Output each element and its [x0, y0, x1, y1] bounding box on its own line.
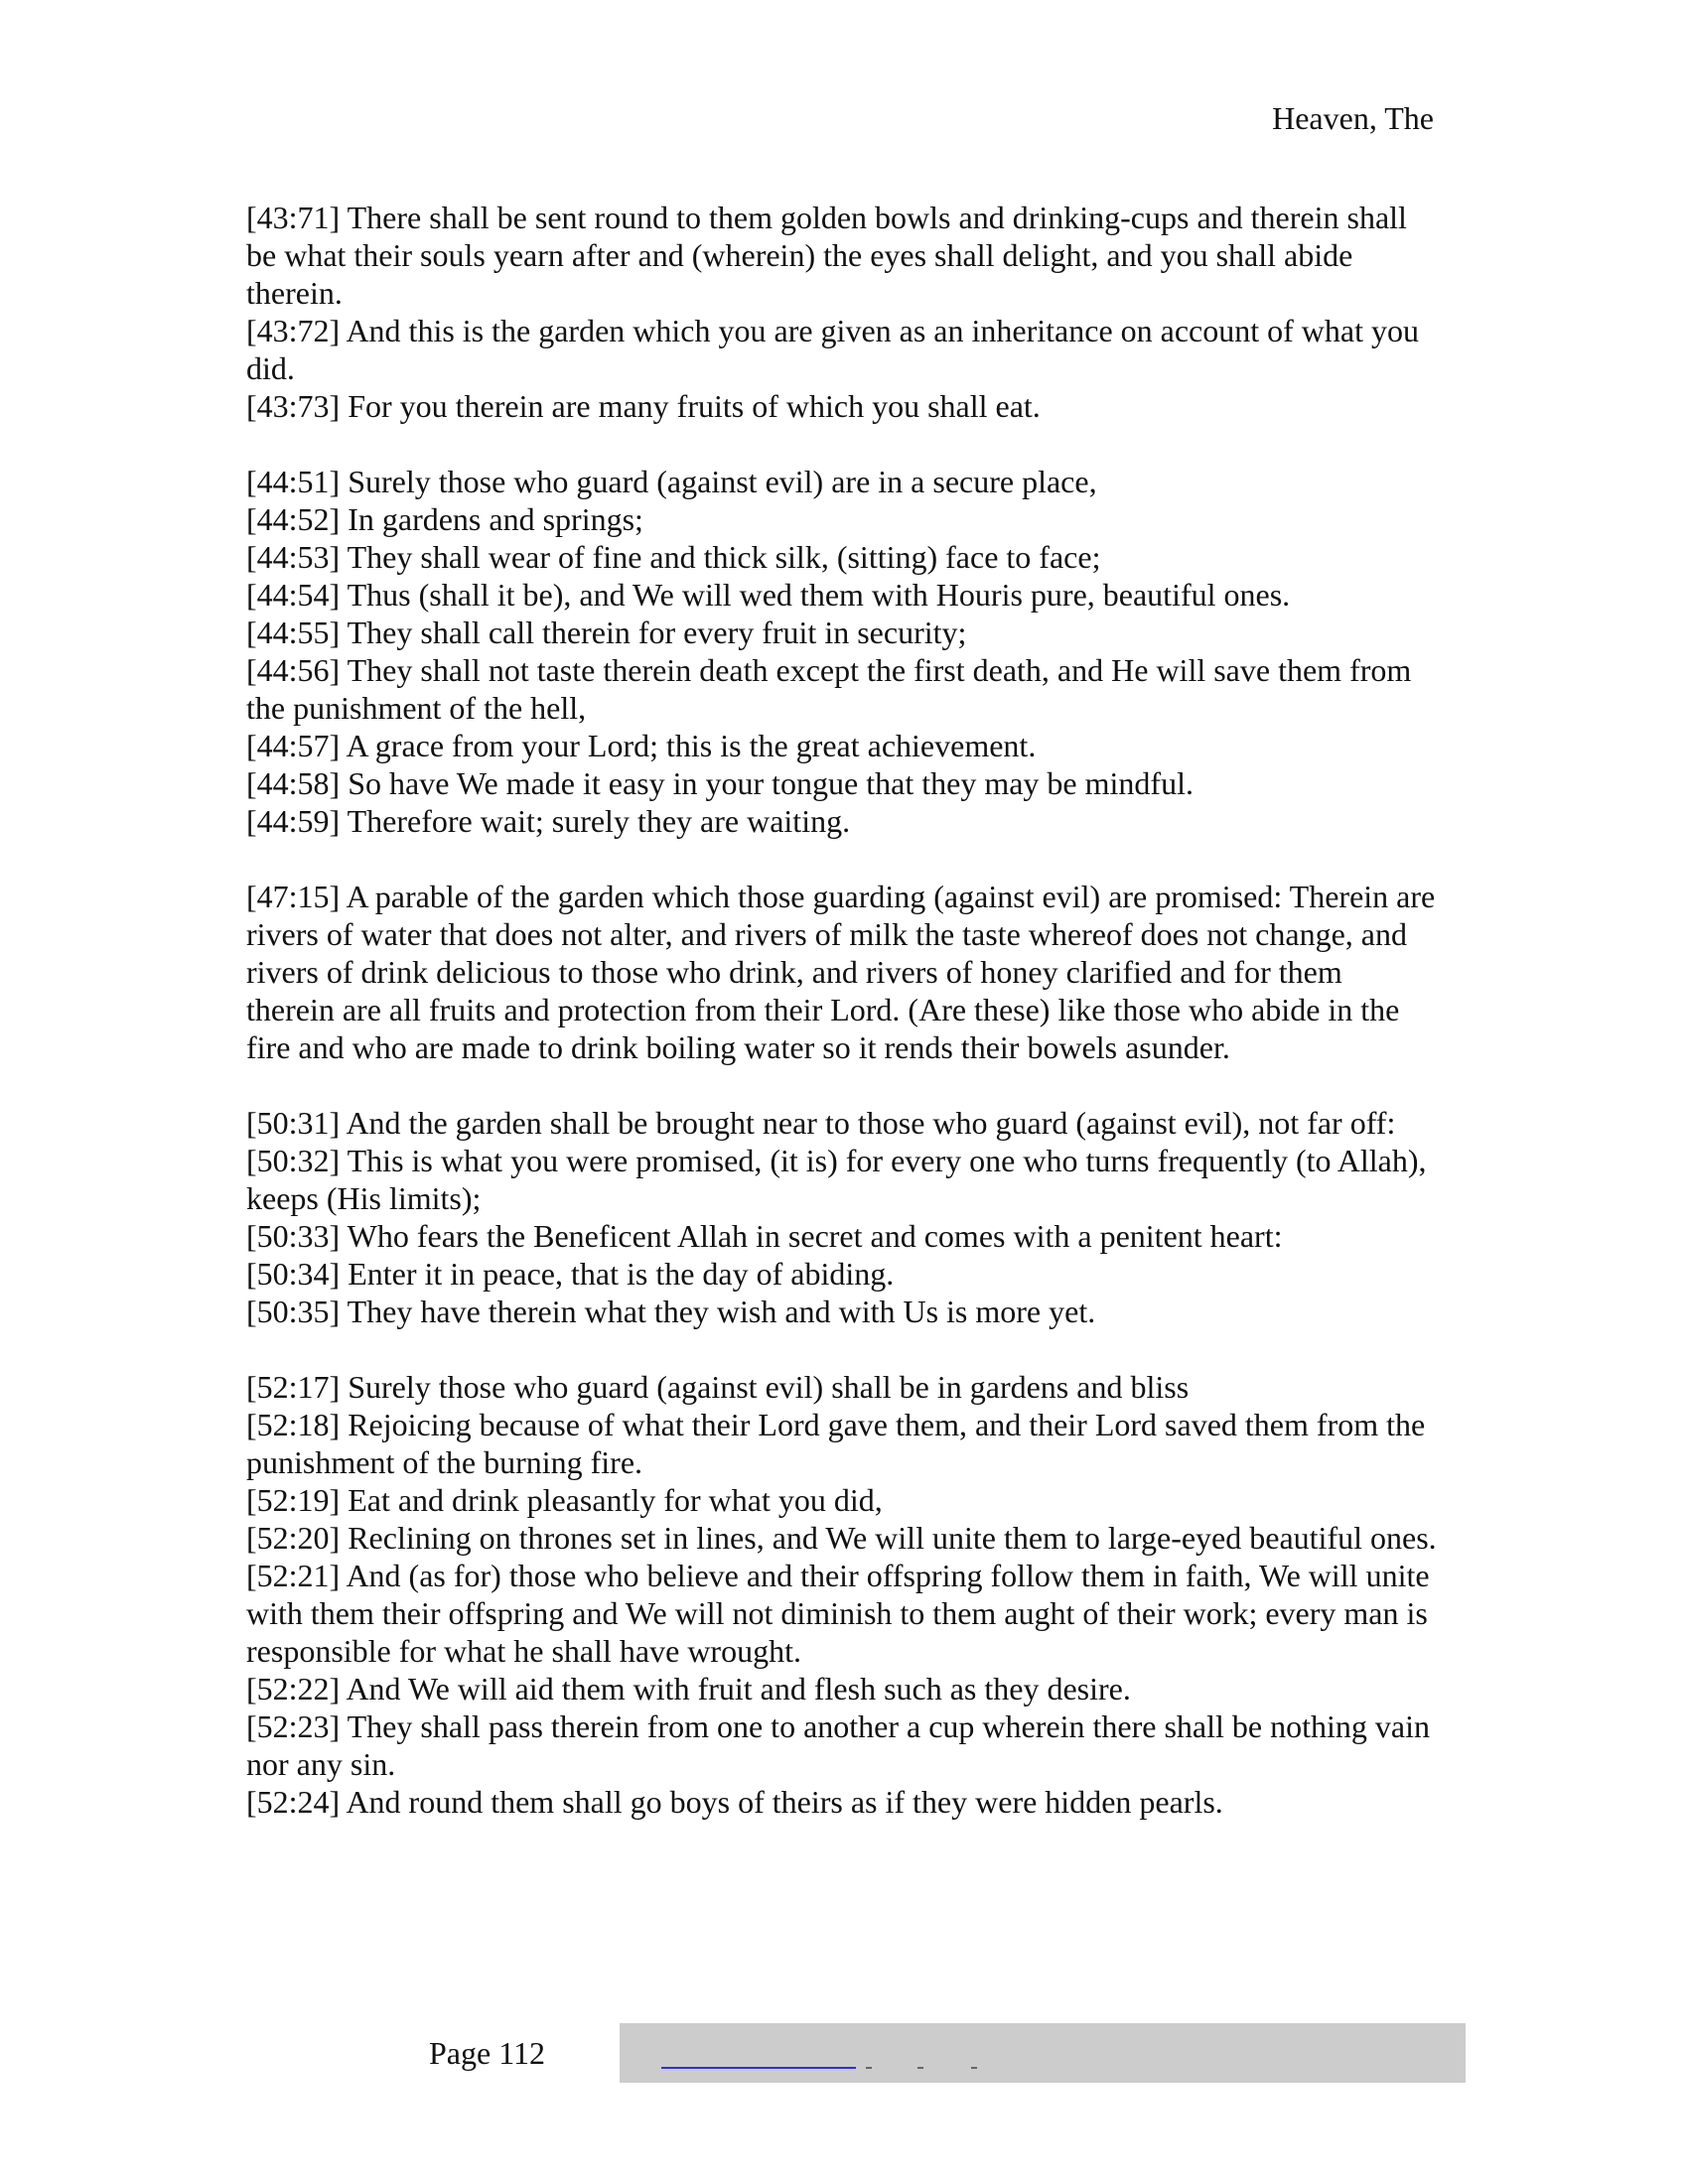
verse-50-35: [50:35] They have therein what they wish and with Us is more yet. — [246, 1294, 1096, 1329]
footer-text-fragment — [971, 2067, 977, 2069]
verse-group-52 — [246, 1368, 1438, 1821]
verse-group-43 — [246, 199, 1438, 425]
verse-47-15: [47:15] A parable of the garden which those guarding (against evil) are promised: Therein are rivers of water that does not alter, and rivers of milk the taste whereof does not change, and rivers of drink delicious to those who drink, and rivers of honey clarified and for them therein are all fruits and protection from their Lord. (Are these) like those who abide in the fire and who are made to drink boiling water so it rends their bowels asunder. — [246, 879, 1436, 1065]
verse-44-51: [44:51] Surely those who guard (against evil) are in a secure place, — [246, 464, 1097, 499]
verse-52-22: [52:22] And We will aid them with fruit and flesh such as they desire. — [246, 1671, 1131, 1706]
verse-44-54: [44:54] Thus (shall it be), and We will wed them with Houris pure, beautiful ones. — [246, 577, 1291, 613]
verse-44-53: [44:53] They shall wear of fine and thick silk, (sitting) face to face; — [246, 539, 1101, 575]
page-number: Page 112 — [429, 2035, 546, 2071]
verse-44-59: [44:59] Therefore wait; surely they are waiting. — [246, 803, 851, 839]
verse-50-31: [50:31] And the garden shall be brought near to those who guard (against evil), not far off: — [246, 1105, 1396, 1141]
verse-list — [246, 199, 1438, 1858]
verse-44-52: [44:52] In gardens and springs; — [246, 501, 643, 537]
verse-52-20: [52:20] Reclining on thrones set in lines, and We will unite them to large-eyed beautiful ones. — [246, 1520, 1437, 1556]
verse-44-58: [44:58] So have We made it easy in your tongue that they may be mindful. — [246, 765, 1194, 801]
verse-50-33: [50:33] Who fears the Beneficent Allah in secret and comes with a penitent heart: — [246, 1218, 1283, 1254]
verse-52-24: [52:24] And round them shall go boys of theirs as if they were hidden pearls. — [246, 1784, 1223, 1820]
footer-text-fragment — [866, 2067, 872, 2069]
verse-43-71: [43:71] There shall be sent round to them golden bowls and drinking-cups and therein shall be what their souls yearn after and (wherein) the eyes shall delight, and you shall abide therein. — [246, 200, 1407, 311]
verse-44-55: [44:55] They shall call therein for every fruit in security; — [246, 614, 967, 650]
verse-group-50 — [246, 1104, 1438, 1330]
verse-50-32: [50:32] This is what you were promised, (it is) for every one who turns frequently (to Allah), keeps (His limits); — [246, 1143, 1427, 1216]
footer-banner — [620, 2023, 1466, 2083]
verse-group-47 — [246, 878, 1438, 1066]
verse-52-23: [52:23] They shall pass therein from one to another a cup wherein there shall be nothing vain nor any sin. — [246, 1708, 1430, 1782]
verse-50-34: [50:34] Enter it in peace, that is the day of abiding. — [246, 1256, 895, 1292]
verse-43-73: [43:73] For you therein are many fruits of which you shall eat. — [246, 388, 1041, 424]
verse-52-18: [52:18] Rejoicing because of what their Lord gave them, and their Lord saved them from the punishment of the burning fire. — [246, 1407, 1426, 1480]
footer-link-underline[interactable] — [661, 2067, 856, 2069]
verse-group-44 — [246, 463, 1438, 840]
verse-44-56: [44:56] They shall not taste therein death except the first death, and He will save them from the punishment of the hell, — [246, 652, 1412, 726]
verse-44-57: [44:57] A grace from your Lord; this is the great achievement. — [246, 728, 1037, 763]
verse-52-21: [52:21] And (as for) those who believe and their offspring follow them in faith, We will unite with them their offspring and We will not diminish to them aught of their work; every man is responsible for what he shall have wrought. — [246, 1558, 1430, 1669]
footer-text-fragment — [917, 2067, 923, 2069]
verse-52-17: [52:17] Surely those who guard (against evil) shall be in gardens and bliss — [246, 1369, 1190, 1405]
verse-43-72: [43:72] And this is the garden which you are given as an inheritance on account of what you did. — [246, 313, 1419, 386]
running-header: Heaven, The — [1272, 100, 1434, 136]
verse-52-19: [52:19] Eat and drink pleasantly for what you did, — [246, 1482, 883, 1518]
